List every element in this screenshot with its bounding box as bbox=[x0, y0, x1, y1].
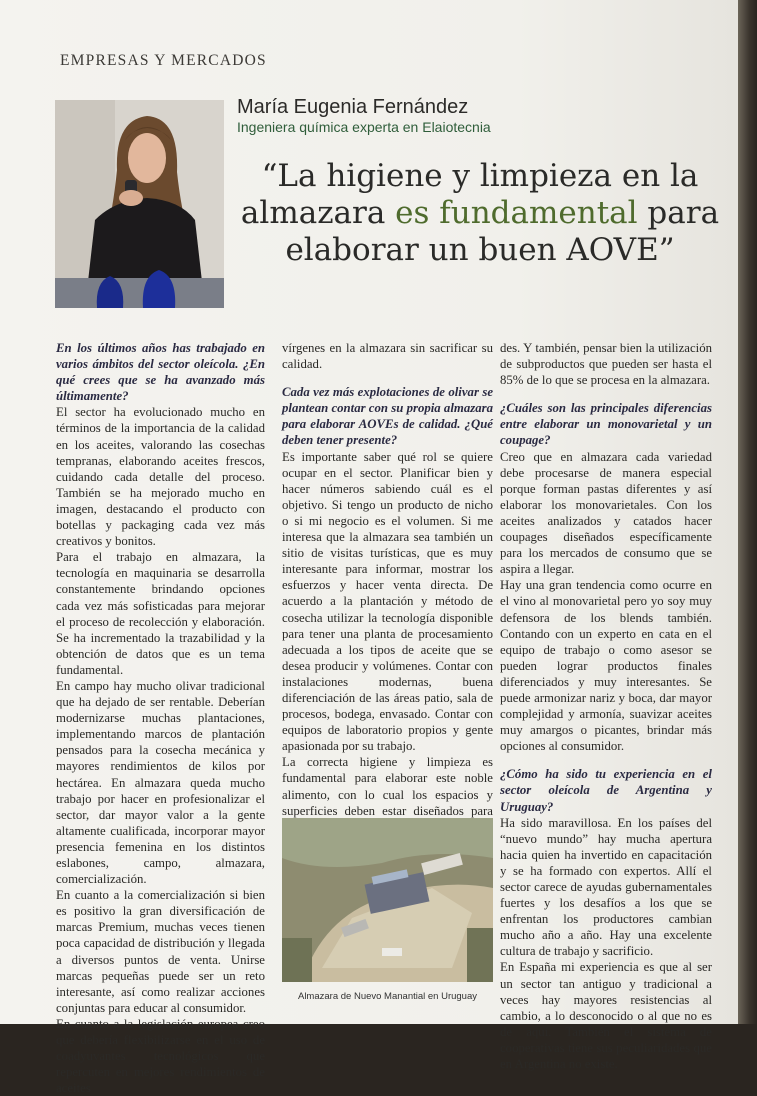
article-column-2 bbox=[282, 340, 493, 851]
article-column-3 bbox=[500, 340, 712, 1072]
body-paragraph: La correcta higiene y limpieza es fundamental para elaborar este noble alimento, con lo cual los espacios y superficies deben estar diseñados para bbox=[282, 755, 493, 818]
section-title: EMPRESAS Y MERCADOS bbox=[60, 52, 267, 69]
interview-question: ¿Cómo ha sido tu experiencia en el sector oleícola de Argentina y Uruguay? bbox=[500, 767, 712, 814]
body-paragraph: En cuanto a la legislación europea creo que debería flexibilizarse en el uso de coadyuvantes tecnológicos que repercuten en mejores rendimientos de aceites bbox=[56, 1016, 265, 1096]
author-name: María Eugenia Fernández bbox=[237, 96, 469, 118]
interview-question: ¿Cuáles son las principales diferencias entre elaborar un monovarietal y un coupage? bbox=[500, 401, 712, 448]
interview-question: Cada vez más explotaciones de olivar se plantean contar con su propia almazara para elaborar AOVEs de calidad. ¿Qué deben tener presente? bbox=[282, 385, 493, 448]
body-paragraph: En campo hay mucho olivar tradicional que ha dejado de ser rentable. Deberían modernizarse muchas plantaciones, implementando marcos de plantación pensados para la cosecha mecánica y mayores rendimientos de kilos por hectárea. En almazara queda mucho trabajo por hacer en profesionalizar el sector, dar mayor valor a la gente altamente cualificada, incorporar mayor presencia femenina en los distintos eslabones, campo, almazara, comercialización. bbox=[56, 678, 265, 887]
body-paragraph: Para el trabajo en almazara, la tecnología en maquinaria se desarrolla constantemente brindando opciones cada vez más sofisticadas para mejorar el proceso de recolección y elaboración. Se ha incrementado la trazabilidad y la obtención de datos que es un tema fundamental. bbox=[56, 550, 265, 677]
body-paragraph: Hay una gran tendencia como ocurre en el vino al monovarietal pero yo soy muy defensora de los blends también. Contando con un experto en cata en el equipo de trabajo o como asesor se pueden lograr productos finales diferenciados y muy interesantes. Se puede armonizar nariz y boca, dar mayor complejidad y armonía, suavizar aceites muy amargos o picantes, brindar más opciones al consumidor. bbox=[500, 578, 712, 754]
body-paragraph: El sector ha evolucionado mucho en términos de la importancia de la calidad en los aceites, valorando las cosechas tempranas, elaborando aceites frescos, cuidando cada detalle del proceso. También se ha mejorado mucho en imagen, destacando el producto con botellas y packaging cada vez más creativos y bonitos. bbox=[56, 405, 265, 549]
body-paragraph: En España mi experiencia es que al ser un sector tan antiguo y tradicional a veces hay mayores resistencias al cambio, a lo desconocido o al que no es de aquí. También el sistema de cooperativas tiene sus peculiaridades que en Argentina no existe. bbox=[500, 960, 712, 1072]
body-paragraph: vírgenes en la almazara sin sacrificar su calidad. bbox=[282, 341, 493, 372]
body-paragraph: En cuanto a la comercialización si bien es positivo la gran diversificación de marcas Premium, muchas veces tienen poca capacidad de distribución y llegada a diversos puntos de venta. Unirse marcas pequeñas puede ser un reto interesante, así como realizar acciones conjuntas para educar al consumidor. bbox=[56, 888, 265, 1015]
body-paragraph: Ha sido maravillosa. En los países del “nuevo mundo” hay mucha apertura hacia quien ha invertido en capacitación y se ha formado con expertos. Allí el sector carece de ayudas gubernamentales fuertes y los desafíos a los que se enfrentan los productores cambian mucho año a año. Hay una excelente cultura de trabajo y sacrificio. bbox=[500, 815, 712, 959]
interview-question: En los últimos años has trabajado en varios ámbitos del sector oleícola. ¿En qué crees que se ha avanzado más últimamente? bbox=[56, 341, 265, 404]
author-role: Ingeniera química experta en Elaiotecnia bbox=[237, 119, 491, 135]
portrait-photo bbox=[55, 100, 224, 308]
article-headline bbox=[232, 158, 728, 269]
body-paragraph: Creo que en almazara cada variedad debe procesarse de manera especial porque forman pastas diferentes y así elaborar los monovarietales. Con los aceites analizados y catados hacer coupages diseñados específicamente para los mercados de consumo que se aspira a llegar. bbox=[500, 449, 712, 577]
page-edge bbox=[738, 0, 757, 1024]
aerial-illustration bbox=[282, 818, 493, 982]
headline-part-2: es fundamental bbox=[385, 195, 638, 231]
body-paragraph: des. Y también, pensar bien la utilización de subproductos que pueden ser hasta el 85% de lo que se procesa en la almazara. bbox=[500, 341, 712, 388]
almazara-aerial-photo bbox=[282, 818, 493, 982]
article-column-1 bbox=[56, 340, 265, 1096]
photo-caption: Almazara de Nuevo Manantial en Uruguay bbox=[297, 991, 477, 1002]
headline-part-1: “La higiene y limpieza en la almazara bbox=[240, 158, 699, 231]
headline-part-3: para elaborar un buen AOVE” bbox=[285, 195, 720, 268]
body-paragraph: Es importante saber qué rol se quiere ocupar en el sector. Planificar bien y hacer números sabiendo cuál es el objetivo. Si tengo un producto de nicho o si mi negocio es el volumen. Si me interesa que la almazara sea también un sitio de visitas turísticas, que es muy interesante para informar, mostrar los esfuerzos y hacer venta directa. De acuerdo a la plantación y método de cosecha utilizar la tecnología disponible para tener una planta de procesamiento adecuada a los tipos de aceite que se desea producir y volúmenes. Contar con instalaciones modernas, buena diferenciación de las áreas patio, sala de procesos, bodega, envasado. Contar con equipos de laboratorio propios y gente apasionada por su trabajo. bbox=[282, 449, 493, 754]
portrait-illustration bbox=[55, 100, 224, 308]
